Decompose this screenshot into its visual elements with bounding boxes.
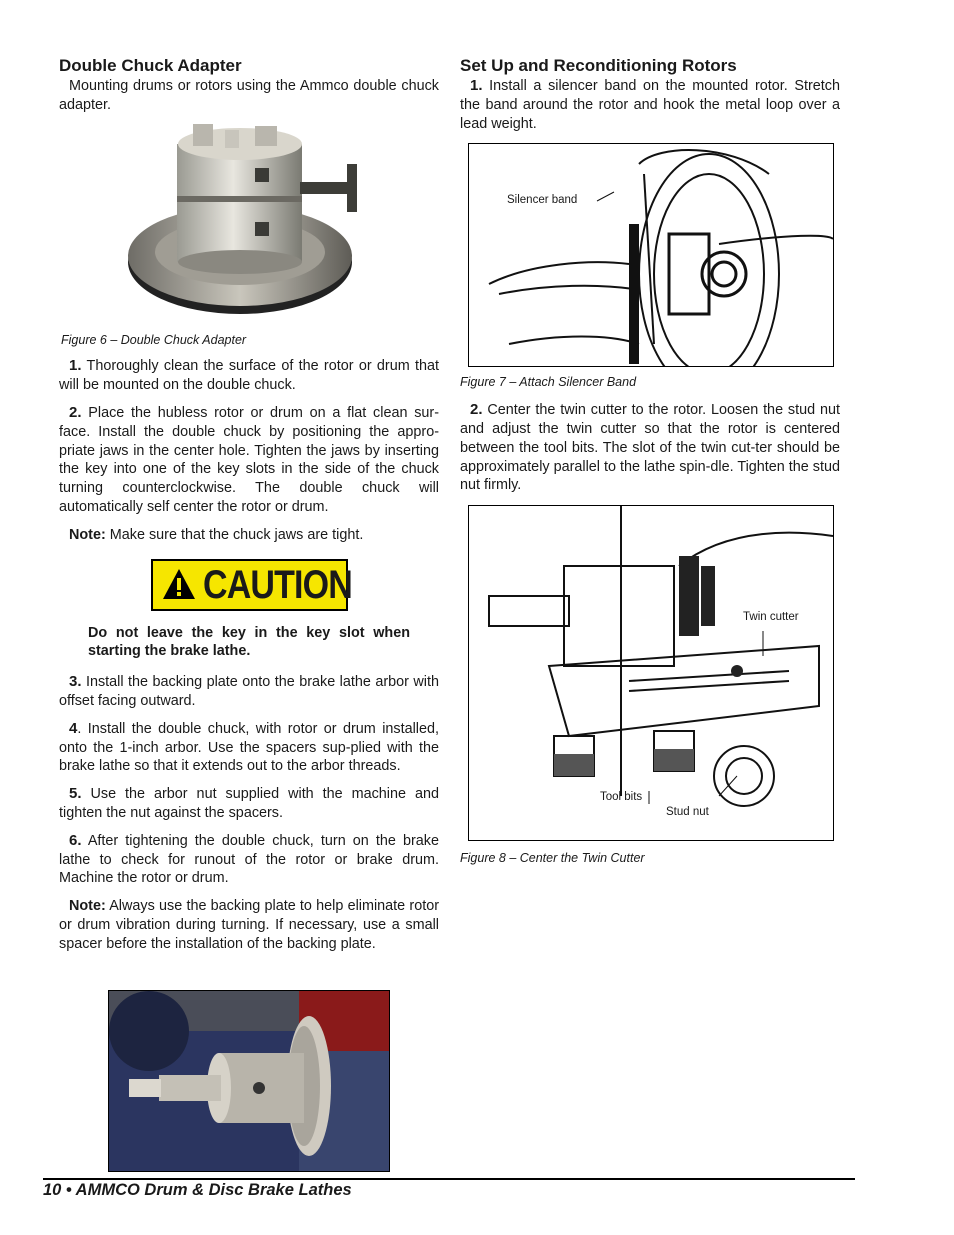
label-twin-cutter: Twin cutter <box>743 611 799 624</box>
warning-triangle-icon <box>162 568 196 600</box>
section-heading-rotors: Set Up and Reconditioning Rotors <box>460 56 737 75</box>
footer-rule <box>43 1178 855 1180</box>
right-column <box>460 55 840 868</box>
rotor-step-2: 2. Center the twin cutter to the rotor. Loosen the stud nut and adjust the twin cutter so that the rotor is centered between the tool bits. The slot of the twin cut-ter should be approximately parallel to the lathe spin-dle. Tighten the stud nut firmly. <box>460 401 840 494</box>
chuck-installed-photo <box>108 990 390 1172</box>
section-heading-double-chuck: Double Chuck Adapter <box>59 56 242 75</box>
page-footer: 10 • AMMCO Drum & Disc Brake Lathes <box>43 1181 352 1199</box>
intro-paragraph: Mounting drums or rotors using the Ammco double chuck adapter. <box>59 78 439 113</box>
step-2: 2. Place the hubless rotor or drum on a flat clean sur-face. Install the double chuck by positioning the appro-priate jaws in the center hole. Tighten the jaws by inserting the key into one of the key slots in the side of the chuck turning counterclockwise. The double chuck will automatically self center the rotor or drum. <box>59 403 439 515</box>
note-chuck-jaws: Note: Make sure that the chuck jaws are tight. <box>69 526 364 543</box>
figure-8-caption: Figure 8 – Center the Twin Cutter <box>460 851 645 866</box>
label-stud-nut: Stud nut <box>666 806 709 819</box>
caution-text: Do not leave the key in the key slot when starting the brake lathe. <box>88 624 410 660</box>
figure-6-caption: Figure 6 – Double Chuck Adapter <box>61 332 247 347</box>
step-3: 3. Install the backing plate onto the brake lathe arbor with offset facing outward. <box>59 673 439 709</box>
step-6: 6. After tightening the double chuck, turn on the brake lathe to check for runout of the rotor or brake drum. Machine the rotor or drum. <box>59 831 439 887</box>
figure-8-twin-cutter <box>468 505 834 841</box>
step-5: 5. Use the arbor nut supplied with the machine and tighten the nut against the spacers. <box>59 785 439 821</box>
double-chuck-photo <box>125 124 387 324</box>
caution-banner <box>151 559 352 611</box>
figure-7-caption: Figure 7 – Attach Silencer Band <box>460 375 637 390</box>
note-backing-plate: Note: Always use the backing plate to help eliminate rotor or drum vibration during turning. If necessary, use a small spacer before the installation of the backing plate. <box>59 898 439 952</box>
label-silencer-band: Silencer band <box>507 194 578 207</box>
step-4: 4. Install the double chuck, with rotor or drum installed, onto the 1-inch arbor. Use the spacers sup-plied with the brake lathe so that it extends out to the arbor threads. <box>59 719 439 775</box>
step-1: 1. Thoroughly clean the surface of the rotor or drum that will be mounted on the double chuck. <box>59 357 439 394</box>
figure-7-silencer-band <box>468 143 834 367</box>
label-tool-bits: Tool bits <box>600 791 643 804</box>
left-column <box>59 55 439 963</box>
rotor-step-1: 1. Install a silencer band on the mounted rotor. Stretch the band around the rotor and hook the metal loop over a lead weight. <box>460 77 840 132</box>
caution-word: CAUTION <box>203 562 352 607</box>
